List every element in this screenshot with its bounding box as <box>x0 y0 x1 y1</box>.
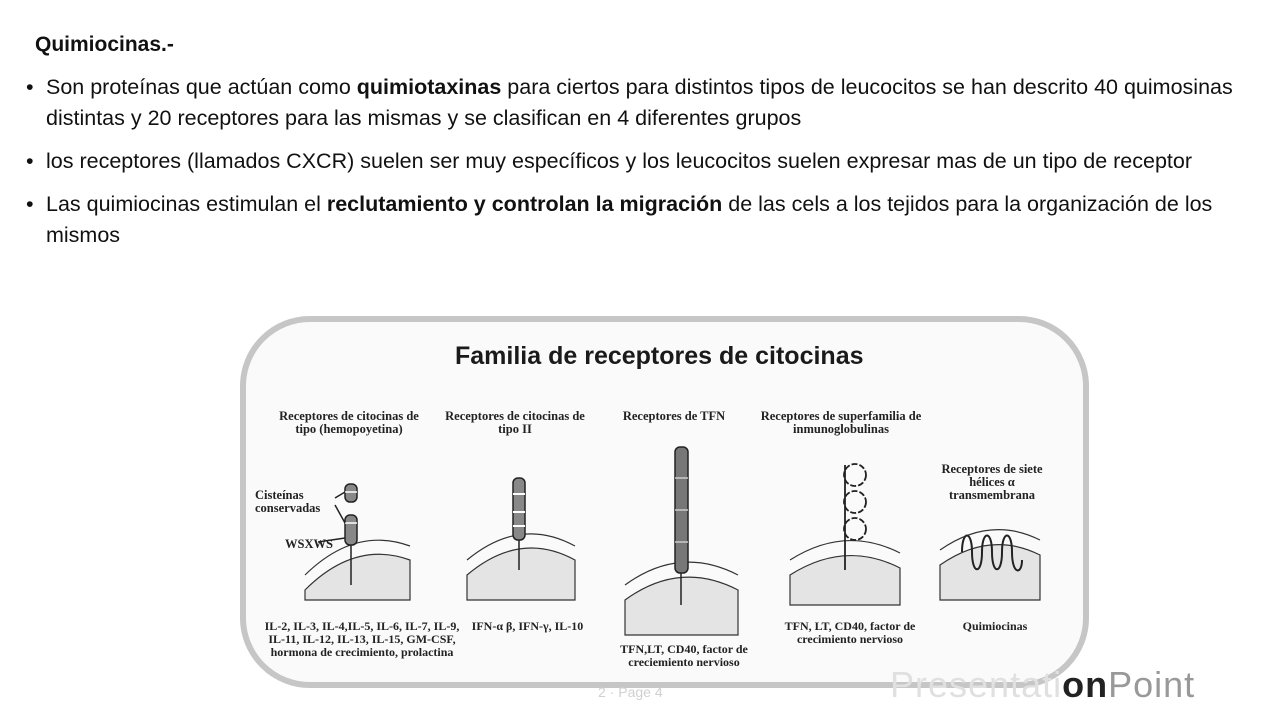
col4-footer: TFN, LT, CD40, factor de crecimiento nervioso <box>784 619 916 646</box>
col4-header: Receptores de superfamilia de inmunoglobulinas <box>760 409 922 436</box>
cysteine-label: Cisteínas conservadas <box>255 488 321 515</box>
col1-footer: IL-2, IL-3, IL-4,IL-5, IL-6, IL-7, IL-9, IL-11, IL-12, IL-13, IL-15, GM-CSF, hormona de crecimiento, prolactina <box>264 619 460 659</box>
col5-header: Receptores de siete hélices α transmembrana <box>941 462 1043 502</box>
col2-header: Receptores de citocinas de tipo II <box>445 409 585 436</box>
brand-watermark <box>890 664 1195 706</box>
col2-footer: IFN-α β, IFN-γ, IL-10 <box>471 619 584 633</box>
bullet-text: de las cels a los tejidos para la organización de los mismos <box>46 192 1213 247</box>
wsxws-label: WSXWS <box>285 537 333 551</box>
bullet-dot-icon: • <box>26 75 34 99</box>
bullet-text: para ciertos para distintos tipos de leucocitos se han descrito 40 quimosinas distintas y 20 receptores para las mismas y se clasifican en 4 diferentes grupos <box>46 75 1233 130</box>
col3-footer: TFN,LT, CD40, factor de creciemiento nervioso <box>620 642 748 669</box>
bullet-text: Las quimiocinas estimulan el <box>46 192 327 216</box>
brand-text: Point <box>1108 664 1196 705</box>
bullet-dot-icon: • <box>26 192 34 216</box>
col1-header: Receptores de citocinas de tipo (hemopoyetina) <box>279 409 419 436</box>
col3-header: Receptores de TFN <box>622 409 726 423</box>
col5-footer: Quimiocinas <box>962 619 1028 633</box>
receptor-col4 <box>844 464 866 570</box>
bullet-text: los receptores (llamados CXCR) suelen ser muy específicos y los leucocitos suelen expresar mas de un tipo de receptor <box>46 149 1192 173</box>
bullet-bold-text: quimiotaxinas <box>356 75 502 99</box>
brand-text: on <box>1062 664 1109 705</box>
slide-heading: Quimiocinas.- <box>35 33 174 56</box>
bullet-bold-text: reclutamiento y controlan la migración <box>326 192 723 216</box>
membrane-col2 <box>467 534 575 600</box>
bullet-text: Son proteínas que actúan como <box>46 75 357 99</box>
page-indicator: 2 · Page 4 <box>598 684 663 700</box>
brand-text: Presentati <box>890 664 1063 705</box>
bullet-dot-icon: • <box>26 149 34 173</box>
figure-title: Familia de receptores de citocinas <box>455 342 864 370</box>
